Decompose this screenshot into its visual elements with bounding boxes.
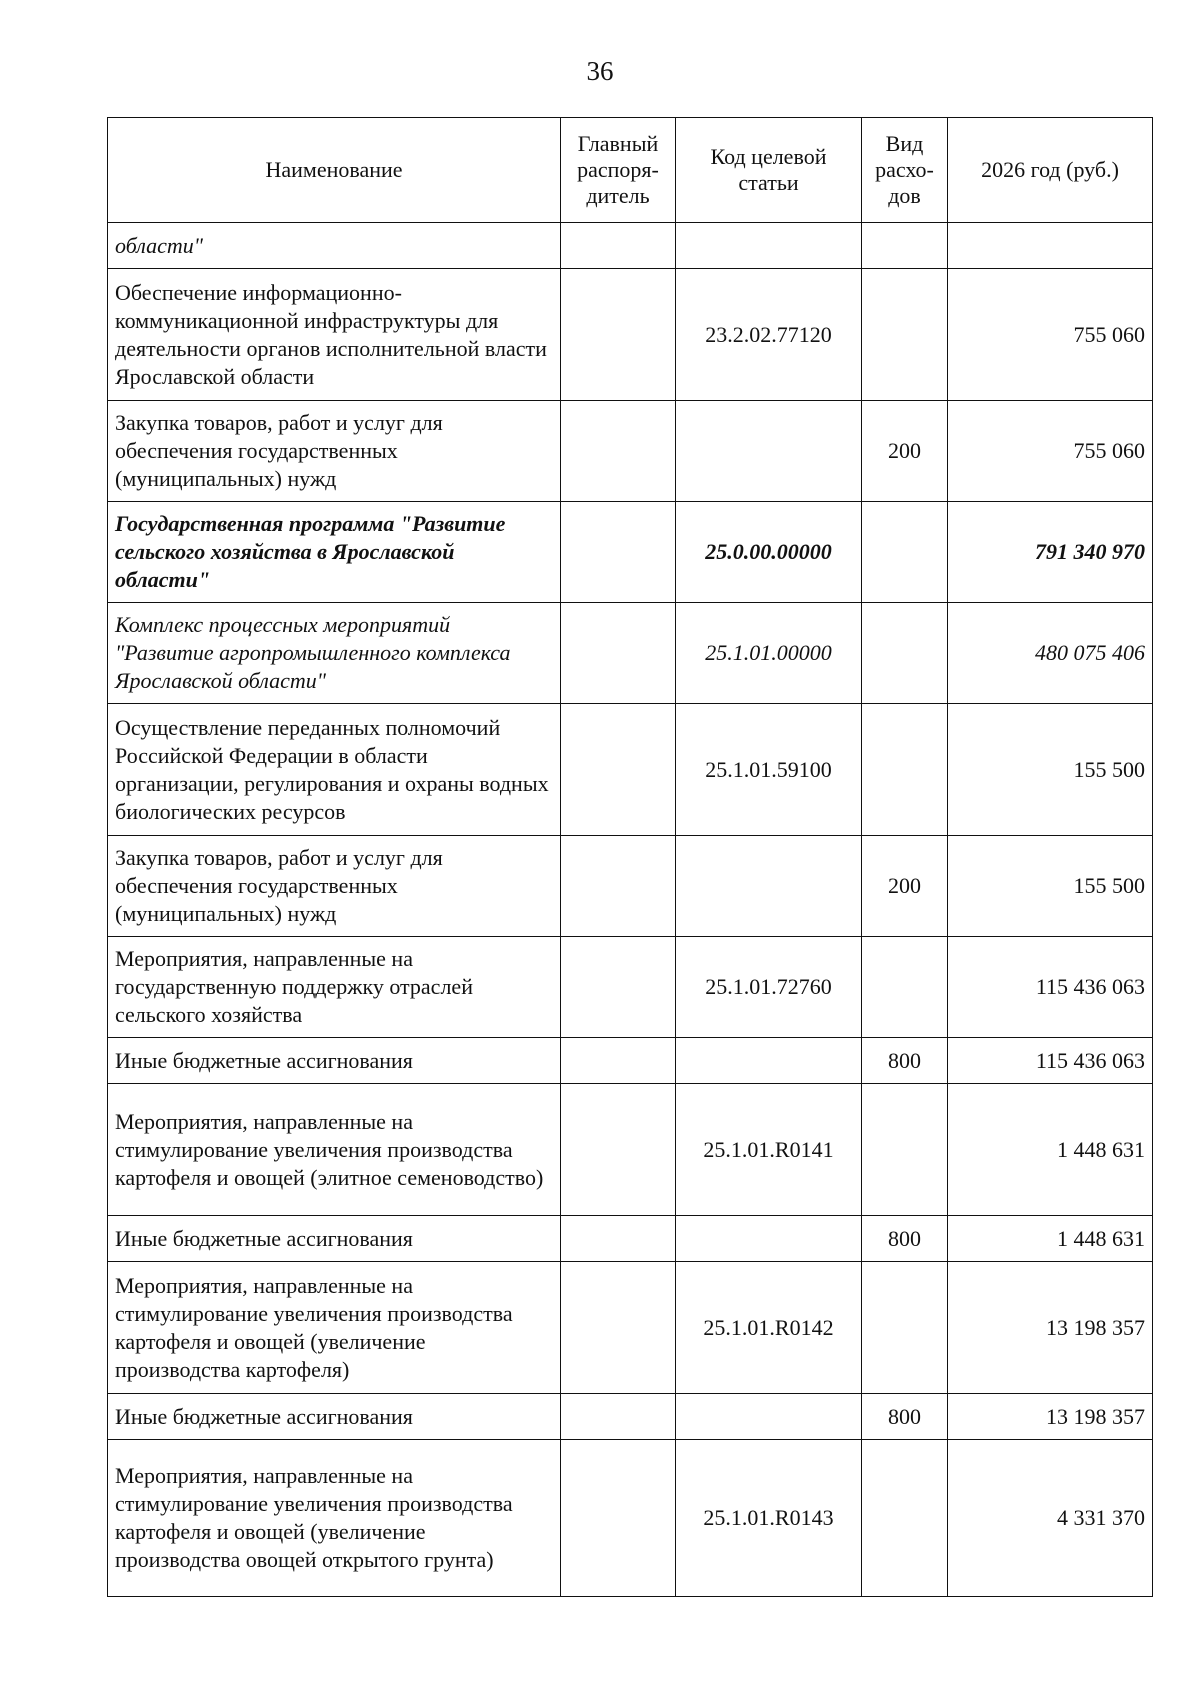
cell-code: 25.1.01.R0141 [676,1084,862,1216]
cell-name: Мероприятия, направленные на стимулирование увеличения производства картофеля и овощей (увеличение производства картофеля) [108,1262,561,1394]
table-row [108,1216,1153,1262]
header-code: Код целевой статьи [676,118,862,223]
header-amount: 2026 год (руб.) [948,118,1153,223]
cell-expense-type [862,502,948,603]
table-header-row [108,118,1153,223]
table-row [108,1262,1153,1394]
cell-manager [561,223,676,269]
cell-expense-type [862,704,948,836]
cell-name: области" [108,223,561,269]
cell-manager [561,502,676,603]
table-row [108,502,1153,603]
cell-code [676,836,862,937]
table-row [108,223,1153,269]
cell-expense-type [862,223,948,269]
cell-manager [561,836,676,937]
header-name: Наименование [108,118,561,223]
table-row [108,603,1153,704]
cell-manager [561,1216,676,1262]
table-row [108,1084,1153,1216]
cell-code [676,1394,862,1440]
cell-expense-type [862,1262,948,1394]
cell-amount: 115 436 063 [948,937,1153,1038]
cell-name: Комплекс процессных мероприятий "Развитие агропромышленного комплекса Ярославской области" [108,603,561,704]
cell-code: 25.0.00.00000 [676,502,862,603]
cell-code [676,223,862,269]
cell-amount: 155 500 [948,704,1153,836]
cell-expense-type [862,937,948,1038]
cell-amount: 480 075 406 [948,603,1153,704]
cell-manager [561,704,676,836]
cell-manager [561,269,676,401]
cell-name: Иные бюджетные ассигнования [108,1038,561,1084]
cell-amount: 1 448 631 [948,1216,1153,1262]
table-row [108,704,1153,836]
table-row [108,401,1153,502]
cell-name: Мероприятия, направленные на государственную поддержку отраслей сельского хозяйства [108,937,561,1038]
cell-amount: 155 500 [948,836,1153,937]
cell-amount: 13 198 357 [948,1262,1153,1394]
cell-name: Иные бюджетные ассигнования [108,1216,561,1262]
cell-expense-type: 200 [862,836,948,937]
table-row [108,1440,1153,1597]
cell-amount [948,223,1153,269]
cell-code [676,1038,862,1084]
cell-name: Обеспечение информационно-коммуникационной инфраструктуры для деятельности органов исполнительной власти Ярославской области [108,269,561,401]
cell-manager [561,1394,676,1440]
page-number: 36 [586,56,614,86]
cell-expense-type [862,269,948,401]
table-row [108,836,1153,937]
cell-manager [561,1084,676,1216]
cell-amount: 755 060 [948,269,1153,401]
cell-manager [561,401,676,502]
cell-manager [561,1262,676,1394]
table-row [108,1038,1153,1084]
cell-name: Государственная программа "Развитие сельского хозяйства в Ярославской области" [108,502,561,603]
cell-name: Иные бюджетные ассигнования [108,1394,561,1440]
header-manager: Главный распоря-дитель [561,118,676,223]
cell-manager [561,1038,676,1084]
cell-amount: 4 331 370 [948,1440,1153,1597]
cell-name: Закупка товаров, работ и услуг для обеспечения государственных (муниципальных) нужд [108,401,561,502]
header-expense-type: Вид расхо-дов [862,118,948,223]
cell-amount: 115 436 063 [948,1038,1153,1084]
cell-manager [561,937,676,1038]
cell-code: 23.2.02.77120 [676,269,862,401]
table-row [108,937,1153,1038]
cell-name: Закупка товаров, работ и услуг для обеспечения государственных (муниципальных) нужд [108,836,561,937]
table-row [108,269,1153,401]
budget-table [107,117,1153,1597]
cell-code: 25.1.01.R0143 [676,1440,862,1597]
table-row [108,1394,1153,1440]
cell-code [676,1216,862,1262]
cell-expense-type [862,1440,948,1597]
cell-expense-type: 200 [862,401,948,502]
cell-name: Мероприятия, направленные на стимулирование увеличения производства картофеля и овощей (элитное семеноводство) [108,1084,561,1216]
cell-code: 25.1.01.59100 [676,704,862,836]
cell-amount: 791 340 970 [948,502,1153,603]
cell-amount: 13 198 357 [948,1394,1153,1440]
cell-amount: 1 448 631 [948,1084,1153,1216]
cell-expense-type: 800 [862,1394,948,1440]
cell-expense-type [862,603,948,704]
cell-code: 25.1.01.R0142 [676,1262,862,1394]
cell-expense-type [862,1084,948,1216]
cell-amount: 755 060 [948,401,1153,502]
cell-name: Мероприятия, направленные на стимулирование увеличения производства картофеля и овощей (увеличение производства овощей открытого грунта) [108,1440,561,1597]
table-body [108,223,1153,1597]
cell-expense-type: 800 [862,1216,948,1262]
cell-code: 25.1.01.00000 [676,603,862,704]
cell-code: 25.1.01.72760 [676,937,862,1038]
cell-expense-type: 800 [862,1038,948,1084]
cell-manager [561,1440,676,1597]
cell-manager [561,603,676,704]
cell-name: Осуществление переданных полномочий Российской Федерации в области организации, регулирования и охраны водных биологических ресурсов [108,704,561,836]
cell-code [676,401,862,502]
